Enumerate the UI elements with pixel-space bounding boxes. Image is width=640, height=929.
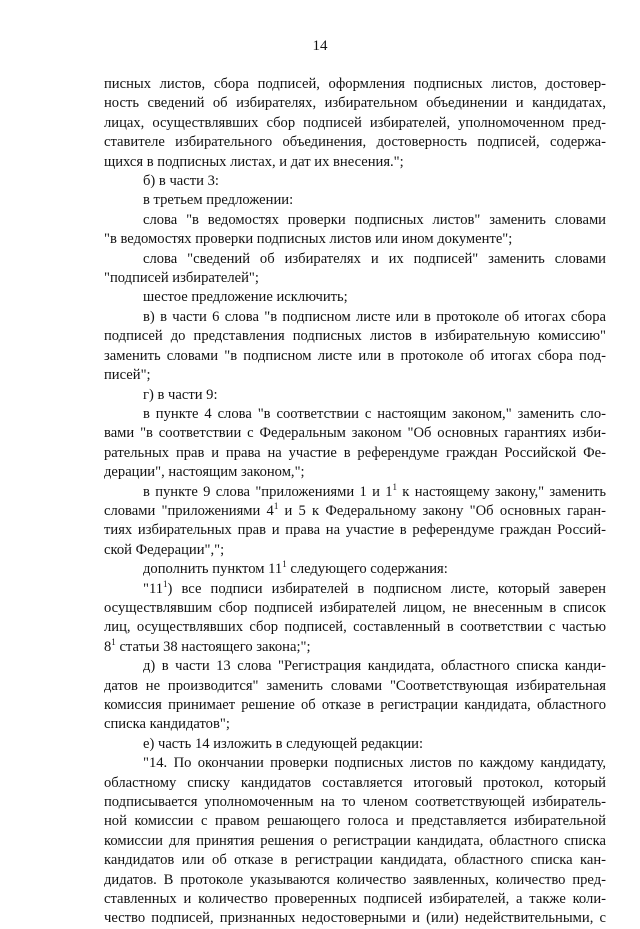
text-line: в пункте 9 слова "приложениями 1 и $1^1$ к настоящему закону," заменить xyxy=(143,481,607,500)
text-line: $8^1$ статьи 38 настоящего закона;"; xyxy=(104,636,311,655)
text-line: г) в части 9: xyxy=(143,386,218,403)
text-line: списка кандидатов"; xyxy=(104,716,230,733)
text-line: "в ведомостях проверки подписных листов или ином документе"; xyxy=(104,231,513,248)
superscript-one: 1 xyxy=(392,481,397,492)
text-line: кандидатов или об отказе в регистрации кандидата, областного списка кан- xyxy=(104,852,606,869)
text-line: в третьем предложении: xyxy=(143,192,294,209)
text-line: е) часть 14 изложить в следующей редакции: xyxy=(143,735,424,752)
text-line: ной комиссии с правом решающего голоса и представляется избирательной xyxy=(104,813,606,830)
text-line: чество подписей, признанных недостоверными и (или) недействительными, с xyxy=(104,910,606,927)
document-body xyxy=(104,75,606,929)
text-line: слова "сведений об избирателях и их подписей" заменить словами xyxy=(143,250,606,267)
text-line: "подписей избирателей"; xyxy=(104,270,259,287)
text-line: шестое предложение исключить; xyxy=(143,289,348,306)
text-line: ставленных и количество проверенных подписей избирателей, а также коли- xyxy=(104,891,606,908)
text-line: тиях избирательных прав и права на участие в референдуме граждан Россий- xyxy=(104,522,606,539)
text-line: щихся в подписных листах, и дат их внесения."; xyxy=(104,153,404,170)
text-line: вами "в соответствии с Федеральным законом "Об основных гарантиях изби- xyxy=(104,425,606,442)
text-line: ность сведений об избирателях, избирательном объединении и кандидатах, xyxy=(104,95,606,112)
text-line: ставителе избирательного объединения, достоверность подписей, содержа- xyxy=(104,134,606,151)
page-number: 14 xyxy=(312,38,328,54)
text-line: "$11^1$) все подписи избирателей в подписном листе, который заверен xyxy=(143,578,606,597)
text-line: комиссия принимает решение об отказе в регистрации кандидата, областного xyxy=(104,697,606,713)
superscript-one: 1 xyxy=(282,559,287,570)
text-line: лиц, осуществлявших сбор подписей, составленный в соответствии с частью xyxy=(104,619,606,636)
text-line: д) в части 13 слова "Регистрация кандидата, областного списка канди- xyxy=(143,658,606,675)
text-line: дидатов. В протоколе указываются количество заявленных, количество пред- xyxy=(104,871,606,888)
text-line: подписывается уполномоченным на то членом соответствующей избиратель- xyxy=(104,794,606,811)
text-line: дополнить пунктом $11^1$ следующего содержания: xyxy=(143,559,448,578)
text-line: писей"; xyxy=(104,367,151,384)
text-line: дерации", настоящим законом,"; xyxy=(104,464,305,481)
text-line: ской Федерации","; xyxy=(104,541,225,558)
text-line: словами "приложениями $4^1$ и 5 к Федеральному закону "Об основных гаран- xyxy=(104,500,606,519)
text-line: слова "в ведомостях проверки подписных листов" заменить словами xyxy=(143,211,606,228)
text-line: комиссии для принятия решения о регистрации кандидата, областного списка xyxy=(104,832,606,849)
text-line: в пункте 4 слова "в соответствии с настоящим законом," заменить сло- xyxy=(143,405,606,422)
superscript-one: 1 xyxy=(273,500,279,511)
text-line: писных листов, сбора подписей, оформления подписных листов, достовер- xyxy=(104,76,606,92)
superscript-one: 1 xyxy=(111,636,116,647)
text-line: "14. По окончании проверки подписных листов по каждому кандидату, xyxy=(143,755,606,772)
text-line: осуществлявшим сбор подписей избирателей лицом, не внесенным в список xyxy=(104,599,606,616)
text-line: лицах, осуществлявших сбор подписей избирателей, уполномоченном пред- xyxy=(104,114,606,131)
text-line: датов не производится" заменить словами "Соответствующая избирательная xyxy=(104,677,606,694)
text-line: б) в части 3: xyxy=(143,173,219,190)
superscript-one: 1 xyxy=(163,578,168,589)
text-line: рательных прав и права на участие в референдуме граждан Российской Фе- xyxy=(104,444,606,461)
text-line: подписей до представления подписных листов в избирательную комиссию" xyxy=(104,328,606,345)
text-line: областному списку кандидатов составляется итоговый протокол, который xyxy=(104,774,606,791)
text-line: в) в части 6 слова "в подписном листе или в протоколе об итогах сбора xyxy=(143,308,606,325)
text-line: заменить словами "в подписном листе или в протоколе об итогах сбора под- xyxy=(104,347,606,364)
